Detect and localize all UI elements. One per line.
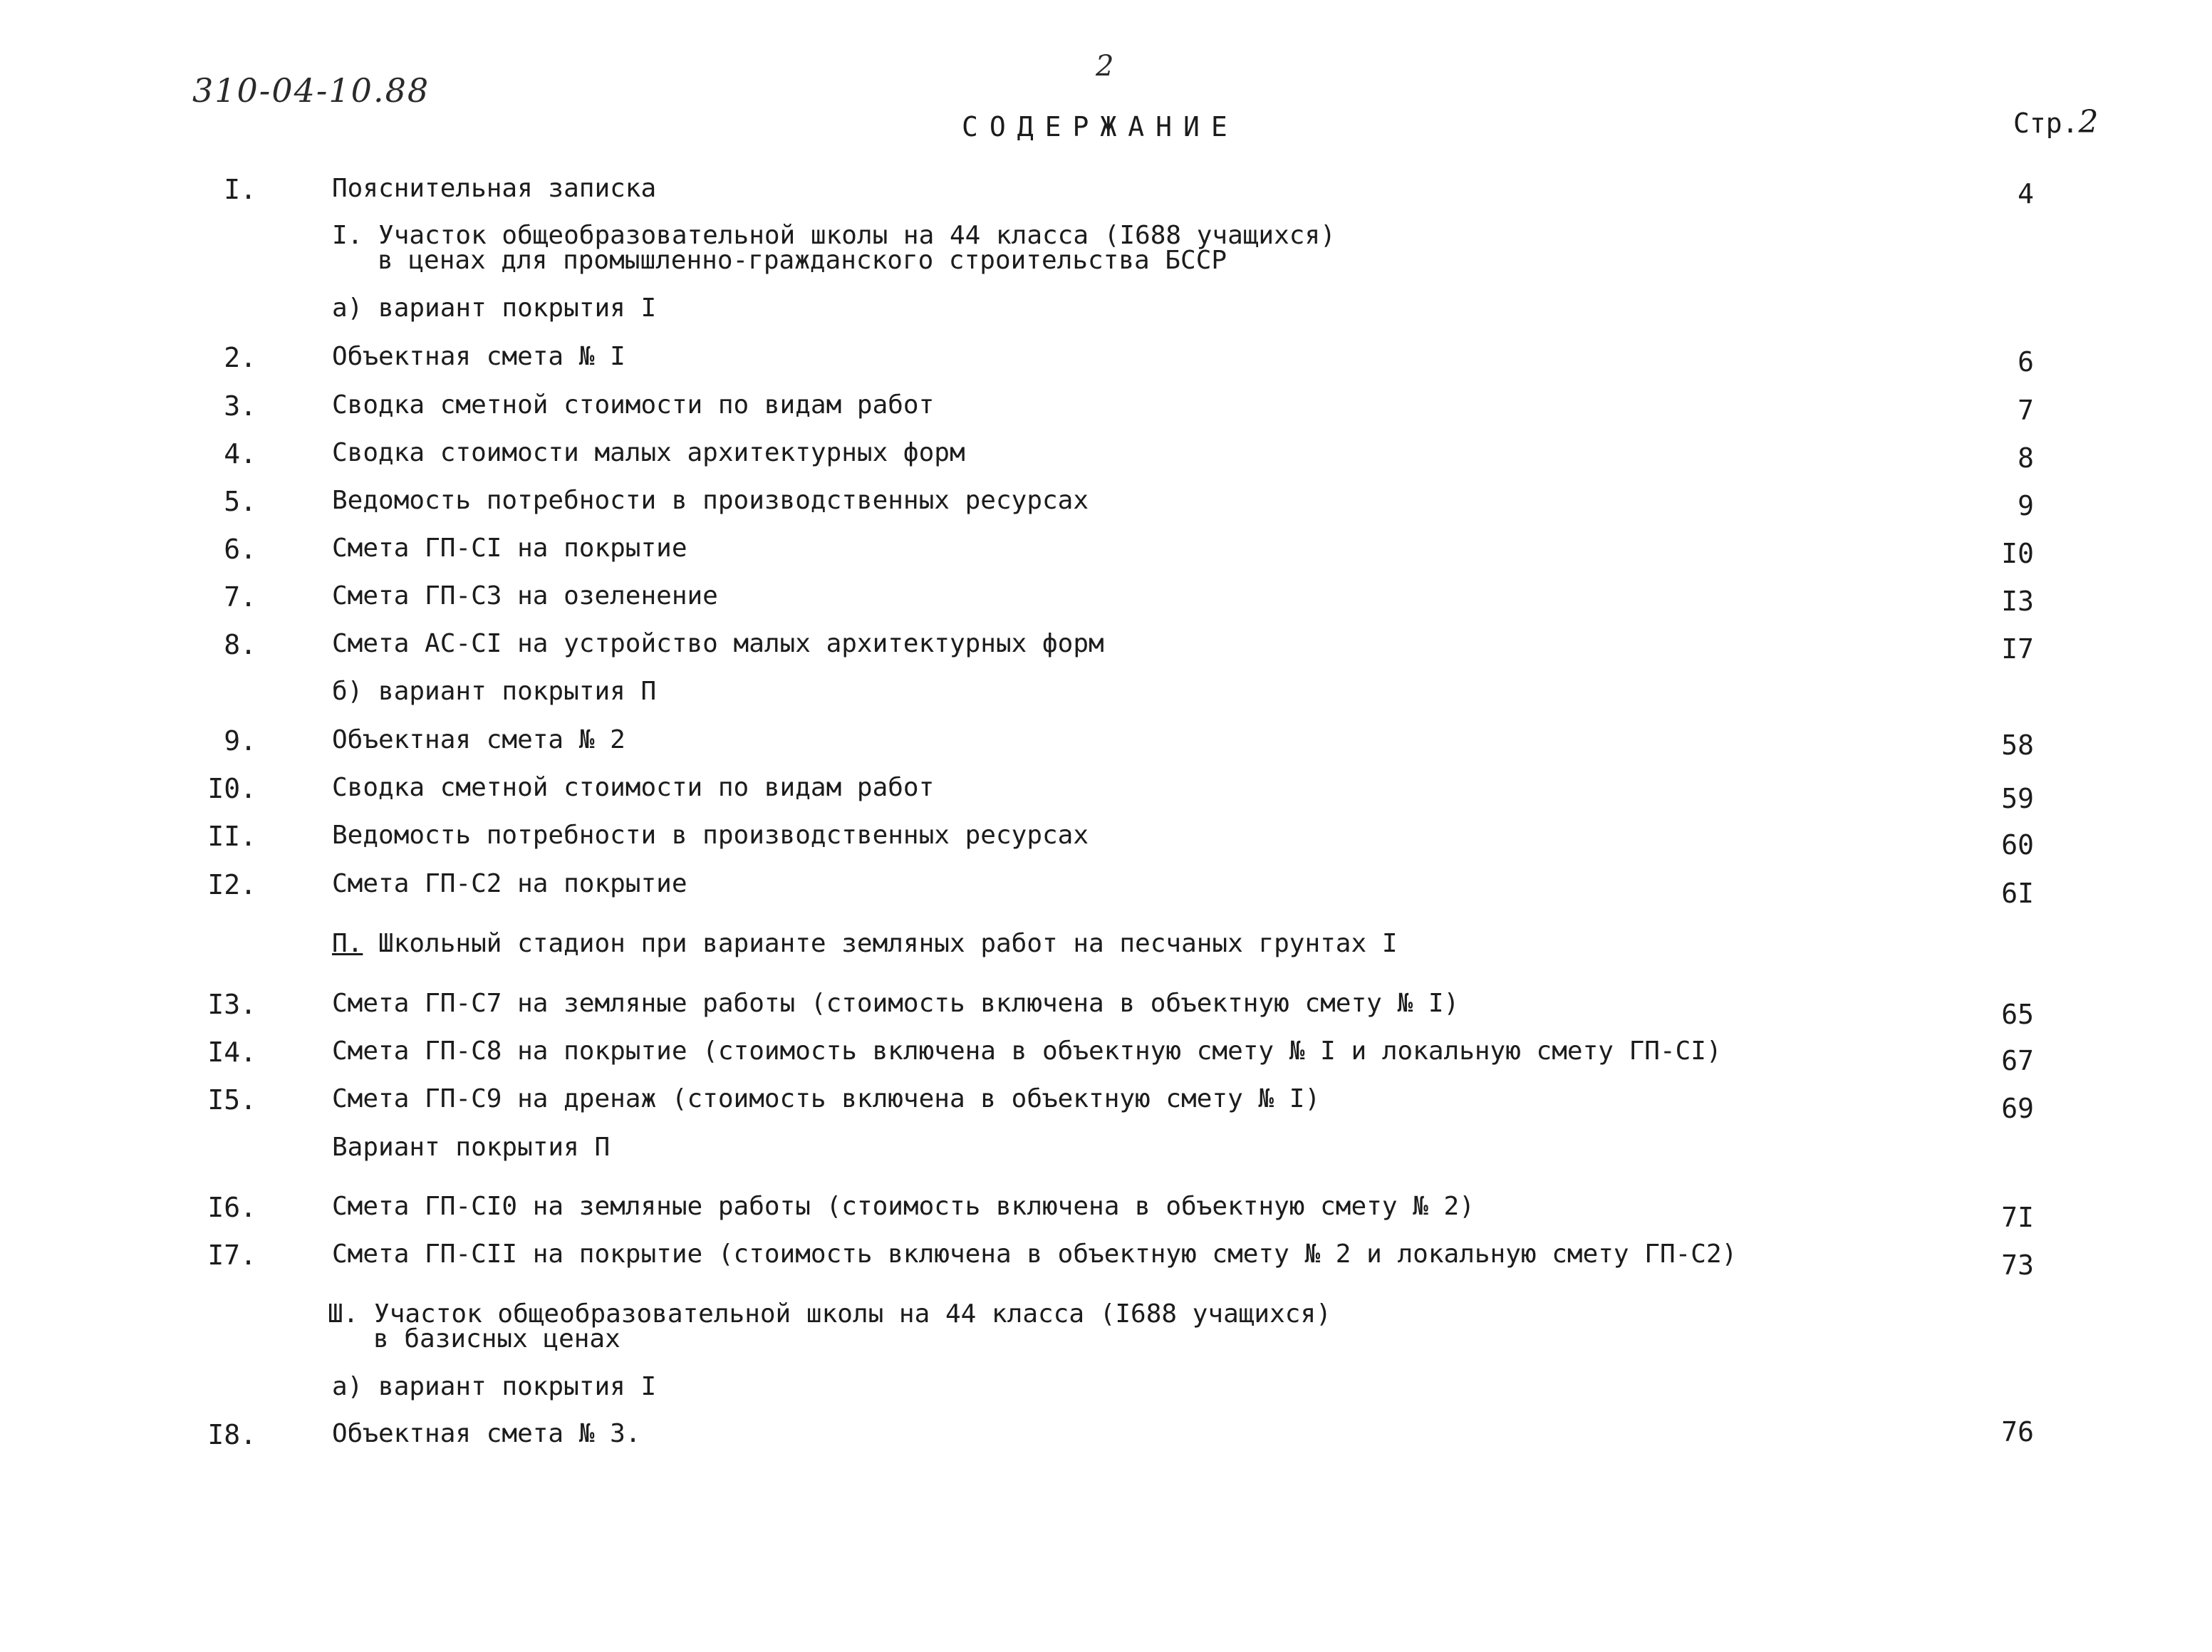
section-heading-line: в ценах для промышленно-гражданского строительства БССР xyxy=(378,246,1227,275)
variant-heading: б) вариант покрытия П xyxy=(332,677,657,706)
toc-entry-page: 73 xyxy=(2001,1250,2034,1281)
toc-entry-page: 6I xyxy=(2001,878,2034,909)
toc-entry-number: I2. xyxy=(207,869,256,900)
toc-entry-number: 3. xyxy=(224,390,256,422)
variant-heading: а) вариант покрытия I xyxy=(332,293,657,323)
toc-entry-number: II. xyxy=(207,821,256,852)
toc-entry xyxy=(0,581,2212,615)
toc-entry-number: 2. xyxy=(224,342,256,373)
toc-entry xyxy=(0,1037,2212,1076)
section-heading-line: в базисных ценах xyxy=(373,1324,620,1354)
toc-entry-title: Объектная смета № I xyxy=(332,342,625,371)
section-heading-number: П. xyxy=(332,929,363,958)
page-column-label-text: Стр. xyxy=(2013,108,2079,139)
toc-entry-page: 65 xyxy=(2001,999,2034,1030)
toc-entry-page: 76 xyxy=(2001,1416,2034,1448)
section-heading xyxy=(328,1299,1331,1354)
page-title: СОДЕРЖАНИЕ xyxy=(962,111,1239,142)
toc-entry-title: Сводка стоимости малых архитектурных форм xyxy=(332,438,965,467)
toc-entry xyxy=(0,989,2212,1030)
toc-entry-number: I8. xyxy=(207,1419,256,1450)
toc-entry-title: Смета ГП-СI0 на земляные работы (стоимость включена в объектную смету № 2) xyxy=(332,1192,1475,1221)
toc-entry xyxy=(0,1416,2212,1453)
toc-entry-title: Смета ГП-С2 на покрытие xyxy=(332,869,687,898)
toc-entry-title: Смета ГП-С7 на земляные работы (стоимость включена в объектную смету № I) xyxy=(332,989,1460,1018)
toc-entry-page: 6 xyxy=(2018,346,2034,378)
toc-entry-number: 4. xyxy=(224,438,256,469)
toc-entry-title: Ведомость потребности в производственных ресурсах xyxy=(332,486,1089,515)
toc-entry-title: Сводка сметной стоимости по видам работ xyxy=(332,390,935,420)
toc-entry xyxy=(0,534,2212,568)
toc-entry xyxy=(0,821,2212,861)
toc-entry-number: I. xyxy=(224,174,256,205)
toc-entry-title: Смета ГП-С3 на озеленение xyxy=(332,581,718,611)
section-heading xyxy=(332,929,1398,958)
section-heading-line: Школьный стадион при варианте земляных работ на песчаных грунтах I xyxy=(363,929,1398,958)
toc-entry-number: I7. xyxy=(207,1240,256,1271)
toc-entry-page: 69 xyxy=(2001,1093,2034,1124)
toc-entry xyxy=(0,486,2212,520)
toc-entry-title: Смета ГП-СI на покрытие xyxy=(332,534,687,563)
section-heading-line: I. Участок общеобразовательной школы на 44 класса (I688 учащихся) xyxy=(332,221,1336,250)
toc-entry-title: Сводка сметной стоимости по видам работ xyxy=(332,773,935,802)
handwritten-page-number: 2 xyxy=(1096,50,1114,83)
toc-entry-page: 59 xyxy=(2001,783,2034,814)
toc-entry xyxy=(0,629,2212,663)
toc-entry-number: I3. xyxy=(207,989,256,1020)
toc-entry-page: 67 xyxy=(2001,1045,2034,1076)
section-heading xyxy=(332,221,1336,275)
toc-entry-number: I0. xyxy=(207,773,256,804)
toc-entry-title: Смета ГП-С9 на дренаж (стоимость включена в объектную смету № I) xyxy=(332,1084,1321,1113)
document-number: 310-04-10.88 xyxy=(192,71,430,110)
toc-entry-page: 9 xyxy=(2018,490,2034,521)
variant-heading: Вариант покрытия П xyxy=(332,1133,611,1162)
toc-entry-page: I0 xyxy=(2001,538,2034,569)
page-column-label-hand: 2 xyxy=(2078,104,2099,140)
toc-entry xyxy=(0,725,2212,759)
variant-heading: а) вариант покрытия I xyxy=(332,1372,657,1401)
toc-entry-number: 8. xyxy=(224,629,256,660)
page-column-label xyxy=(2013,104,2099,140)
toc-entry xyxy=(0,174,2212,208)
section-heading-line: Ш. Участок общеобразовательной школы на 44 класса (I688 учащихся) xyxy=(328,1299,1331,1329)
toc-entry-page: 58 xyxy=(2001,729,2034,761)
toc-entry-number: 7. xyxy=(224,581,256,613)
toc-entry-page: 7I xyxy=(2001,1202,2034,1233)
toc-entry-number: I5. xyxy=(207,1084,256,1116)
toc-entry-title: Пояснительная записка xyxy=(332,174,657,203)
toc-entry xyxy=(0,342,2212,376)
toc-entry-number: 5. xyxy=(224,486,256,517)
toc-entry-number: I6. xyxy=(207,1192,256,1223)
toc-entry-title: Объектная смета № 3. xyxy=(332,1419,641,1448)
toc-entry xyxy=(0,390,2212,425)
toc-entry-page: 4 xyxy=(2018,178,2034,209)
toc-entry xyxy=(0,773,2212,814)
toc-entry-title: Смета ГП-СII на покрытие (стоимость включена в объектную смету № 2 и локальную смету ГП-С2) xyxy=(332,1240,1738,1269)
toc-entry-page: I7 xyxy=(2001,633,2034,665)
toc-entry-page: 7 xyxy=(2018,395,2034,426)
toc-entry-title: Объектная смета № 2 xyxy=(332,725,625,754)
toc-entry xyxy=(0,869,2212,909)
toc-entry-page: 60 xyxy=(2001,829,2034,861)
toc-entry-page: 8 xyxy=(2018,442,2034,474)
toc-entry-number: I4. xyxy=(207,1037,256,1068)
toc-entry xyxy=(0,1084,2212,1124)
toc-entry xyxy=(0,1240,2212,1281)
toc-entry-title: Смета ГП-С8 на покрытие (стоимость включена в объектную смету № I и локальную смету ГП-СI) xyxy=(332,1037,1722,1066)
toc-entry xyxy=(0,1192,2212,1233)
toc-entry-number: 6. xyxy=(224,534,256,565)
toc-entry-page: I3 xyxy=(2001,586,2034,617)
toc-entry-title: Смета АС-СI на устройство малых архитектурных форм xyxy=(332,629,1104,658)
toc-entry xyxy=(0,438,2212,472)
toc-entry-title: Ведомость потребности в производственных ресурсах xyxy=(332,821,1089,850)
toc-entry-number: 9. xyxy=(224,725,256,757)
